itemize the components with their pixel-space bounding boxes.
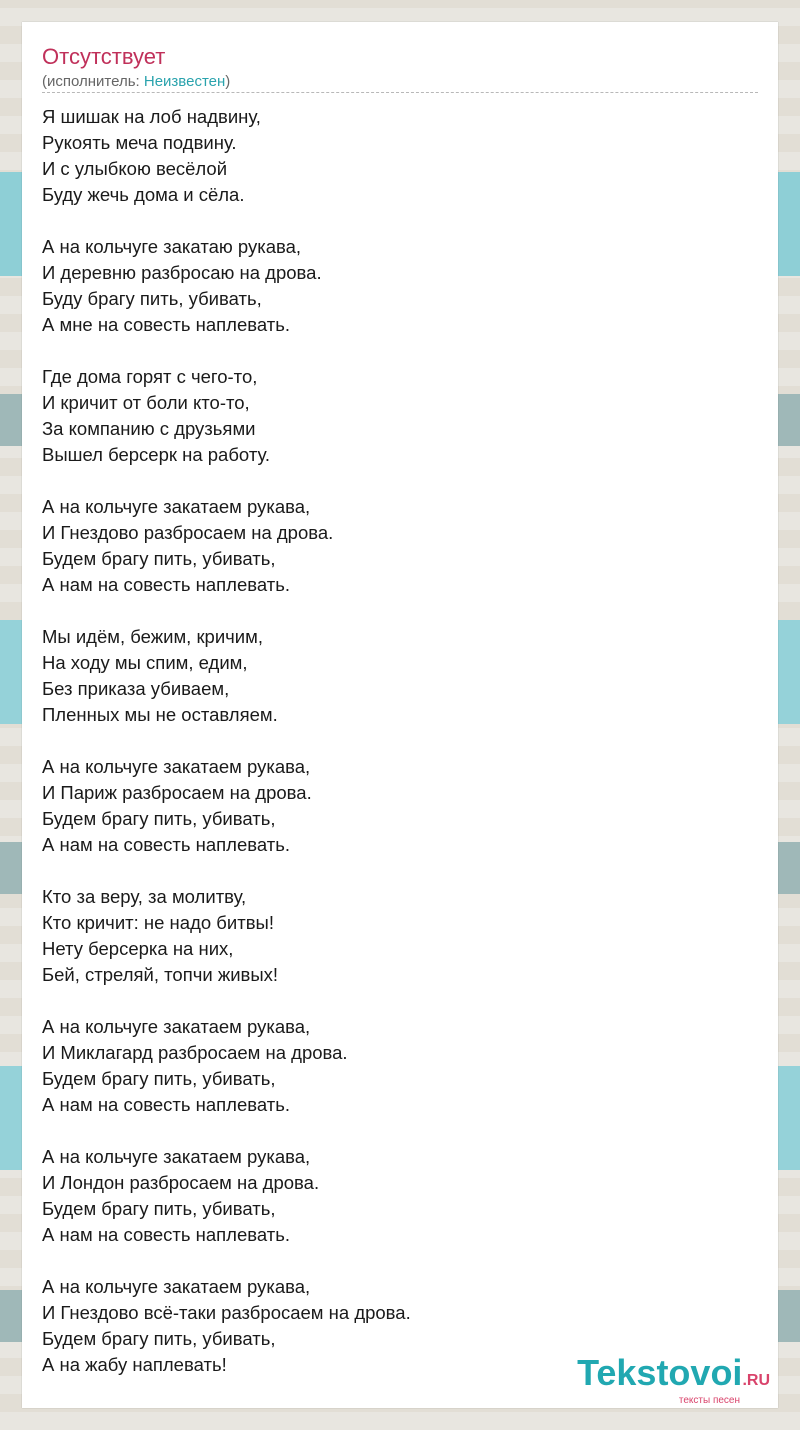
artist-suffix: ) [225,73,231,90]
lyrics-line: Буду брагу пить, убивать, [42,288,262,309]
lyrics-line: А на кольчуге закатаем рукава, [42,1276,311,1297]
song-title: Отсутствует [42,44,166,69]
lyrics-line: А нам на совесть наплевать. [42,1094,291,1115]
site-logo[interactable] [577,1354,770,1406]
lyrics-line: А нам на совесть наплевать. [42,574,291,595]
lyrics-stanza [42,364,758,468]
lyrics-stanza [42,234,758,338]
lyrics-line: А на кольчуге закатаем рукава, [42,756,311,777]
lyrics-line: На ходу мы спим, едим, [42,652,248,673]
lyrics-line: И Париж разбросаем на дрова. [42,782,312,803]
artist-link[interactable]: Неизвестен [143,73,226,90]
lyrics-line: Нету берсерка на них, [42,938,234,959]
title-divider [42,92,758,93]
logo-text: Tekstovoi [577,1352,743,1393]
lyrics-stanza [42,104,758,208]
lyrics-stanza [42,1014,758,1118]
lyrics-line: Будем брагу пить, убивать, [42,548,276,569]
lyrics-line: А на жабу наплевать! [42,1354,227,1375]
lyrics-line: И с улыбкою весёлой [42,158,228,179]
lyrics-line: И кричит от боли кто-то, [42,392,250,413]
lyrics-line: А на кольчуге закатаю рукава, [42,236,302,257]
lyrics-stanza [42,494,758,598]
lyrics-line: Буду жечь дома и сёла. [42,184,245,205]
lyrics-line: За компанию с друзьями [42,418,256,439]
lyrics-line: Мы идём, бежим, кричим, [42,626,263,647]
lyrics-line: А на кольчуге закатаем рукава, [42,1146,311,1167]
lyrics-line: Без приказа убиваем, [42,678,230,699]
lyrics-stanza [42,754,758,858]
lyrics-line: Рукоять меча подвину. [42,132,237,153]
lyrics-line: Кто кричит: не надо битвы! [42,912,274,933]
lyrics-line: Бей, стреляй, топчи живых! [42,964,279,985]
lyrics-line: Будем брагу пить, убивать, [42,1198,276,1219]
lyrics-line: Будем брагу пить, убивать, [42,1328,276,1349]
lyrics-line: Будем брагу пить, убивать, [42,1068,276,1089]
lyrics-line: Кто за веру, за молитву, [42,886,247,907]
logo-subtitle: тексты песен [678,1395,740,1406]
lyrics-line: Где дома горят с чего-то, [42,366,258,387]
logo-tld: .RU [742,1372,770,1389]
lyrics-line: И деревню разбросаю на дрова. [42,262,322,283]
lyrics-line: И Гнездово всё-таки разбросаем на дрова. [42,1302,411,1323]
lyrics-line: А мне на совесть наплевать. [42,314,291,335]
lyrics-line: А на кольчуге закатаем рукава, [42,1016,311,1037]
lyrics-line: Будем брагу пить, убивать, [42,808,276,829]
lyrics-line: А нам на совесть наплевать. [42,1224,291,1245]
lyrics-line: А нам на совесть наплевать. [42,834,291,855]
lyrics-line: Пленных мы не оставляем. [42,704,278,725]
lyrics-stanza [42,1144,758,1248]
artist-line [42,73,230,91]
lyrics-line: Вышел берсерк на работу. [42,444,271,465]
lyrics-line: И Гнездово разбросаем на дрова. [42,522,334,543]
artist-prefix: (исполнитель: [42,73,144,90]
lyrics-line: И Миклагард разбросаем на дрова. [42,1042,348,1063]
lyrics-line: А на кольчуге закатаем рукава, [42,496,311,517]
lyrics-panel [22,22,778,1408]
lyrics-stanza [42,884,758,988]
lyrics-stanza [42,624,758,728]
lyrics-text [42,104,758,1404]
lyrics-line: Я шишак на лоб надвину, [42,106,261,127]
lyrics-line: И Лондон разбросаем на дрова. [42,1172,320,1193]
